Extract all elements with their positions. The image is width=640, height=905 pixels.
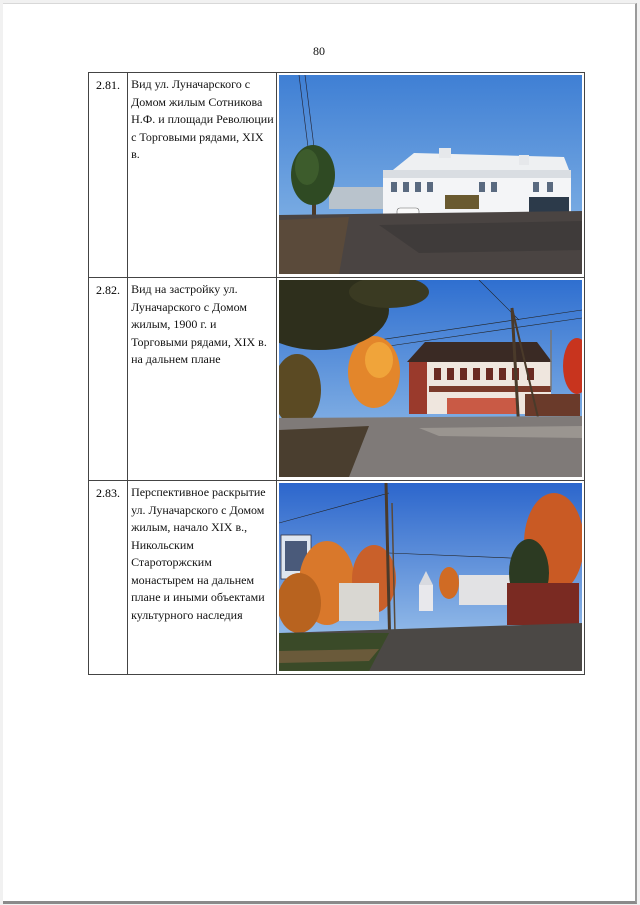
row-description: Перспективное раскрытие ул. Луначарского с Домом жилым, начало XIX в., Никольским Староторжским монастырем на дальнем плане и иными объектами культурного наследия — [128, 481, 277, 675]
row-number: 2.81. — [89, 73, 128, 278]
street-photo-icon — [279, 75, 582, 274]
row-description: Вид на застройку ул. Луначарского с Домом жилым, 1900 г. и Торговыми рядами, XIX в. на дальнем плане — [128, 278, 277, 481]
row-number: 2.82. — [89, 278, 128, 481]
row-description: Вид ул. Луначарского с Домом жилым Сотникова Н.Ф. и площади Революции с Торговыми рядами, XIX в. — [128, 73, 277, 278]
row-photo — [277, 73, 585, 278]
row-photo — [277, 278, 585, 481]
table-row — [89, 73, 585, 278]
objects-table — [88, 72, 585, 675]
street-photo-icon — [279, 280, 582, 477]
page-number: 80 — [313, 44, 325, 58]
table-row — [89, 278, 585, 481]
street-photo-icon — [279, 483, 582, 671]
table-row — [89, 481, 585, 675]
row-number: 2.83. — [89, 481, 128, 675]
document-page — [3, 3, 637, 904]
row-photo — [277, 481, 585, 675]
